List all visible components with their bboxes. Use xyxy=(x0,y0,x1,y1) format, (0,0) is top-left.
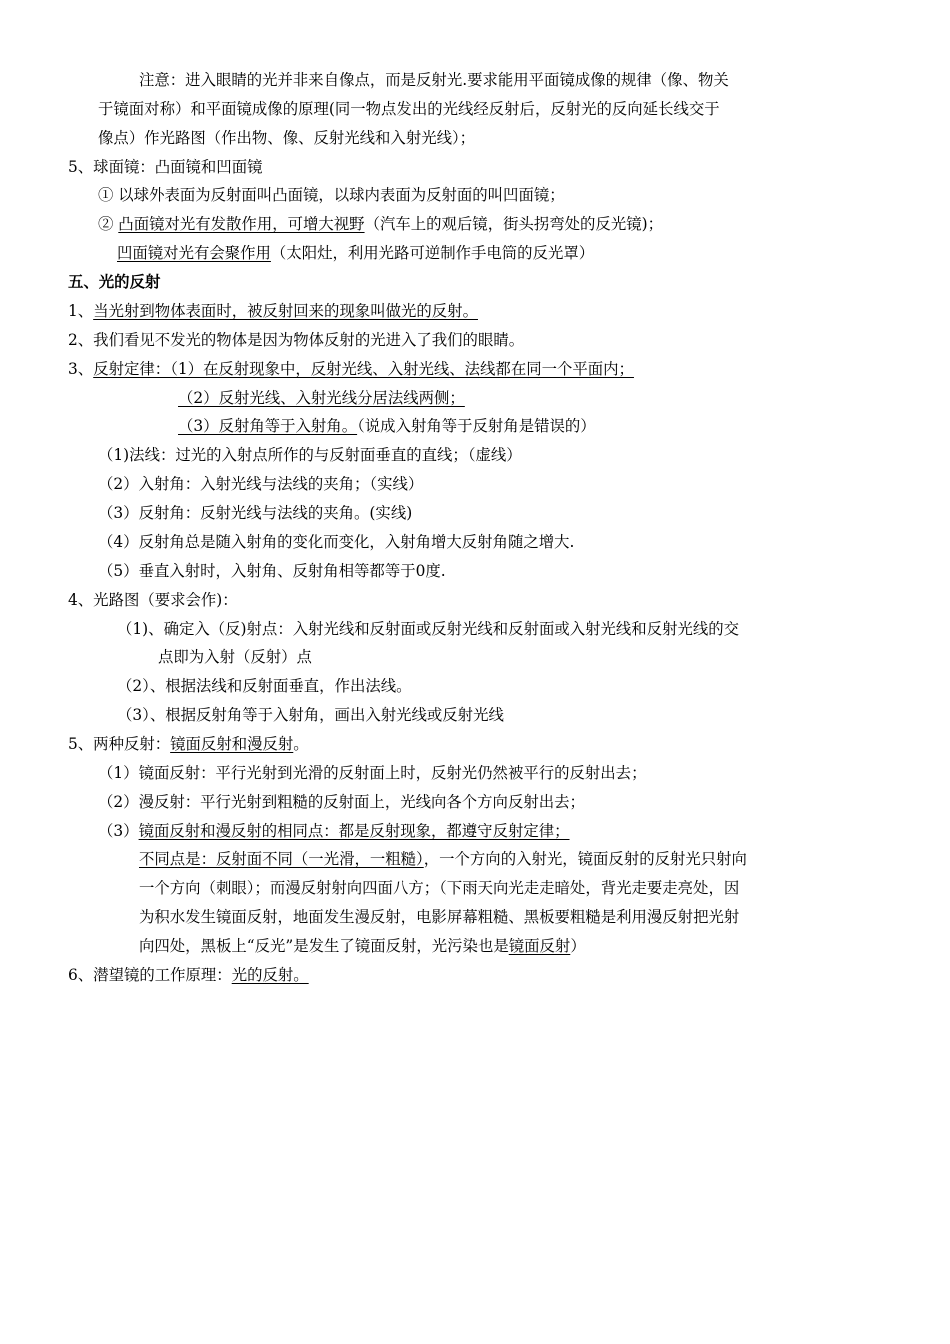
reflection-definition: 当光射到物体表面时，被反射回来的现象叫做光的反射。 xyxy=(93,302,478,320)
item-1-num: 1、 xyxy=(68,302,94,320)
item-6-prefix: 6、潜望镜的工作原理： xyxy=(68,966,232,984)
sub-point-1: （1)法线：过光的入射点所作的与反射面垂直的直线；（虚线） xyxy=(98,446,522,464)
p2-rest: （汽车上的观后镜，街头拐弯处的反光镜)； xyxy=(364,215,663,233)
reflection-law-3-main: （3）反射角等于入射角。 xyxy=(178,417,358,435)
periscope-principle: 光的反射。 xyxy=(231,966,309,984)
item-5-prefix: 5、两种反射： xyxy=(68,735,171,753)
light-pollution: 镜面反射 xyxy=(508,937,571,955)
sphere-mirror-p1: ① 以球外表面为反射面叫凸面镜，以球内表面为反射面的叫凹面镜； xyxy=(98,186,565,204)
note-line-1: 注意：进入眼睛的光并非来自像点，而是反射光.要求能用平面镜成像的规律（像、物关 xyxy=(139,71,729,89)
sub-point-3: （3）反射角：反射光线与法线的夹角。(实线) xyxy=(98,504,413,522)
item-4: 4、光路图（要求会作)： xyxy=(68,591,238,609)
item-4-step-3: （3）、根据反射角等于入射角，画出入射光线或反射光线 xyxy=(117,706,504,724)
item-1 xyxy=(68,301,478,321)
sphere-mirror-title: 5、球面镜：凸面镜和凹面镜 xyxy=(68,158,263,176)
item-3 xyxy=(68,359,634,379)
item-5 xyxy=(68,734,309,754)
item-5-suffix: 。 xyxy=(293,735,309,753)
reflection-law-1: 反射定律：（1）在反射现象中，反射光线、入射光线、法线都在同一个平面内； xyxy=(93,360,634,378)
similarities: 镜面反射和漫反射的相同点：都是反射现象，都遵守反射定律； xyxy=(138,822,570,840)
sphere-mirror-p2 xyxy=(98,214,663,234)
sub-point-5: （5）垂直入射时，入射角、反射角相等都等于0度. xyxy=(98,562,446,580)
sphere-mirror-p3 xyxy=(117,243,594,263)
differences-rest: ，一个方向的入射光，镜面反射的反射光只射向 xyxy=(423,850,747,868)
item-5-sub-3 xyxy=(98,821,570,841)
two-reflections: 镜面反射和漫反射 xyxy=(170,735,294,753)
item-5-sub-3c: 一个方向（刺眼）；而漫反射射向四面八方；（下雨天向光走走暗处，背光走要走亮处，因 xyxy=(139,879,740,897)
note-line-3: 像点）作光路图（作出物、像、反射光线和入射光线）； xyxy=(98,129,476,147)
reflection-law-3-note: （说成入射角等于反射角是错误的） xyxy=(357,417,596,435)
item-5-sub-3e xyxy=(139,936,586,956)
item-4-step-1a: （1)、确定入（反)射点：入射光线和反射面或反射光线和反射面或入射光线和反射光线的交 xyxy=(117,620,740,638)
item-5-sub-3b xyxy=(139,849,747,869)
sub-point-4: （4）反射角总是随入射角的变化而变化，入射角增大反射角随之增大. xyxy=(98,533,575,551)
section-heading: 五、光的反射 xyxy=(68,273,161,291)
note-line-2: 于镜面对称）和平面镜成像的原理(同一物点发出的光线经反射后，反射光的反向延长线交于 xyxy=(98,100,720,118)
item-5-sub-1: （1）镜面反射：平行光射到光滑的反射面上时，反射光仍然被平行的反射出去； xyxy=(98,764,647,782)
p2-prefix: ② xyxy=(98,215,119,233)
item-4-step-2: （2）、根据法线和反射面垂直，作出法线。 xyxy=(117,677,412,695)
concave-mirror-note: 凹面镜对光有会聚作用 xyxy=(117,244,271,262)
item-4-step-1b: 点即为入射（反射）点 xyxy=(158,648,312,666)
sub-point-2: （2）入射角：入射光线与法线的夹角；（实线） xyxy=(98,475,424,493)
item-5-sub-3e-prefix: 向四处，黑板上“反光”是发生了镜面反射，光污染也是 xyxy=(139,937,509,955)
reflection-law-3 xyxy=(178,416,596,436)
item-5-sub-3d: 为积水发生镜面反射，地面发生漫反射，电影屏幕粗糙、黑板要粗糙是利用漫反射把光射 xyxy=(139,908,740,926)
reflection-law-2: （2）反射光线、入射光线分居法线两侧； xyxy=(178,389,465,407)
item-3-num: 3、 xyxy=(68,360,94,378)
item-5-sub-2: （2）漫反射：平行光射到粗糙的反射面上，光线向各个方向反射出去； xyxy=(98,793,585,811)
item-5-sub-3e-suffix: ） xyxy=(570,937,586,955)
convex-mirror-note: 凸面镜对光有发散作用，可增大视野 xyxy=(118,215,365,233)
item-5-sub-3-prefix: （3） xyxy=(98,822,139,840)
item-6 xyxy=(68,965,309,985)
item-2: 2、我们看见不发光的物体是因为物体反射的光进入了我们的眼睛。 xyxy=(68,331,525,349)
differences: 不同点是：反射面不同（一光滑，一粗糙） xyxy=(139,850,424,868)
p3-rest: （太阳灶，利用光路可逆制作手电筒的反光罩） xyxy=(270,244,595,262)
